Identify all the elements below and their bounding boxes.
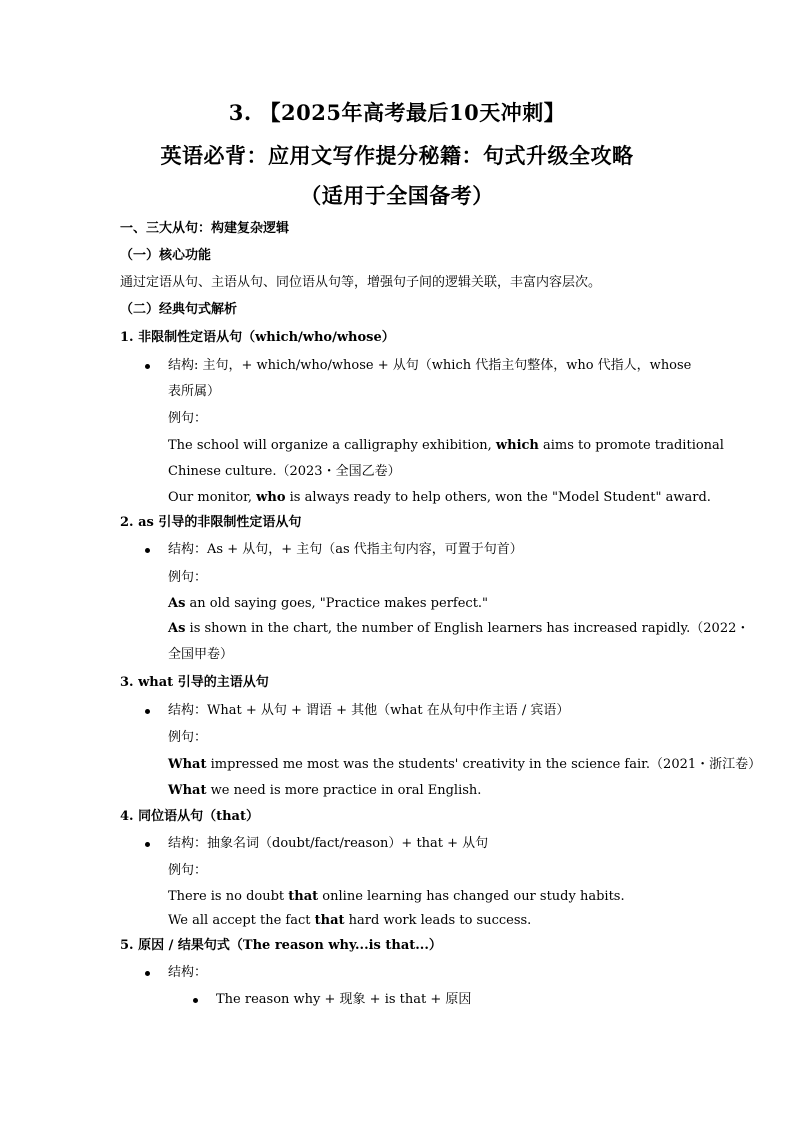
bullet-dot [145, 548, 150, 553]
item5-sub-bullet: The reason why + 现象 + is that + 原因 [216, 992, 472, 1007]
item3-example1: What impressed me most was the students' creativity in the science fair.（2021・浙江卷） [168, 757, 762, 772]
item2-title: 2. as 引导的非限制性定语从句 [120, 515, 302, 530]
keyword: As [168, 596, 186, 611]
item4-example1: There is no doubt that online learning has changed our study habits. [168, 889, 625, 904]
bullet-dot [145, 709, 150, 714]
subsection-core-function: （一）核心功能 [120, 248, 212, 263]
bullet-dot [145, 364, 150, 369]
doc-title-line3: （适用于全国备考） [300, 183, 494, 208]
item1-structure: 结构: 主句，+ which/who/whose + 从句（which 代指主句整体，who 代指人，whose [168, 358, 692, 373]
item1-structure-cont: 表所属） [168, 384, 221, 399]
item3-structure: 结构：What + 从句 + 谓语 + 其他（what 在从句中作主语 / 宾语） [168, 703, 570, 718]
item2-example1: As an old saying goes, "Practice makes perfect." [168, 596, 489, 611]
item1-title: 1. 非限制性定语从句（which/who/whose） [120, 330, 395, 345]
item2-structure: 结构：As + 从句，+ 主句（as 代指主句内容，可置于句首） [168, 542, 523, 557]
section1-heading: 一、三大从句：构建复杂逻辑 [120, 221, 290, 236]
bullet-dot [145, 842, 150, 847]
keyword: As [168, 621, 186, 636]
keyword: What [168, 757, 207, 772]
item3-example2: What we need is more practice in oral English. [168, 783, 482, 798]
item5-title: 5. 原因 / 结果句式（The reason why...is that...） [120, 938, 442, 953]
subsection-classic-patterns: （二）经典句式解析 [120, 302, 238, 317]
core-function-text: 通过定语从句、主语从句、同位语从句等，增强句子间的逻辑关联，丰富内容层次。 [120, 275, 602, 290]
item1-example2: Our monitor, who is always ready to help others, won the "Model Student" award. [168, 490, 711, 505]
item1-example1: The school will organize a calligraphy exhibition, which aims to promote traditional [168, 438, 724, 453]
item2-example-label: 例句： [168, 570, 208, 585]
item2-example2: As is shown in the chart, the number of English learners has increased rapidly.（2022・ [168, 621, 750, 636]
item1-example1-cont: Chinese culture.（2023・全国乙卷） [168, 464, 401, 479]
doc-title-line1: 3. 【2025年高考最后10天冲刺】 [228, 100, 566, 125]
doc-title-line2: 英语必背：应用文写作提分秘籍：句式升级全攻略 [160, 143, 634, 168]
keyword: who [256, 490, 286, 505]
keyword: that [288, 889, 319, 904]
item5-structure: 结构： [168, 965, 208, 980]
item1-example-label: 例句： [168, 411, 208, 426]
item4-structure: 结构：抽象名词（doubt/fact/reason）+ that + 从句 [168, 836, 489, 851]
bullet-dot [193, 998, 198, 1003]
keyword: that [314, 913, 345, 928]
item4-example2: We all accept the fact that hard work leads to success. [168, 913, 532, 928]
keyword: which [495, 438, 539, 453]
item2-example2-cont: 全国甲卷） [168, 647, 234, 662]
bullet-dot [145, 971, 150, 976]
item4-title: 4. 同位语从句（that） [120, 809, 259, 824]
item3-title: 3. what 引导的主语从句 [120, 675, 269, 690]
keyword: What [168, 783, 207, 798]
item3-example-label: 例句： [168, 730, 208, 745]
item4-example-label: 例句： [168, 863, 208, 878]
